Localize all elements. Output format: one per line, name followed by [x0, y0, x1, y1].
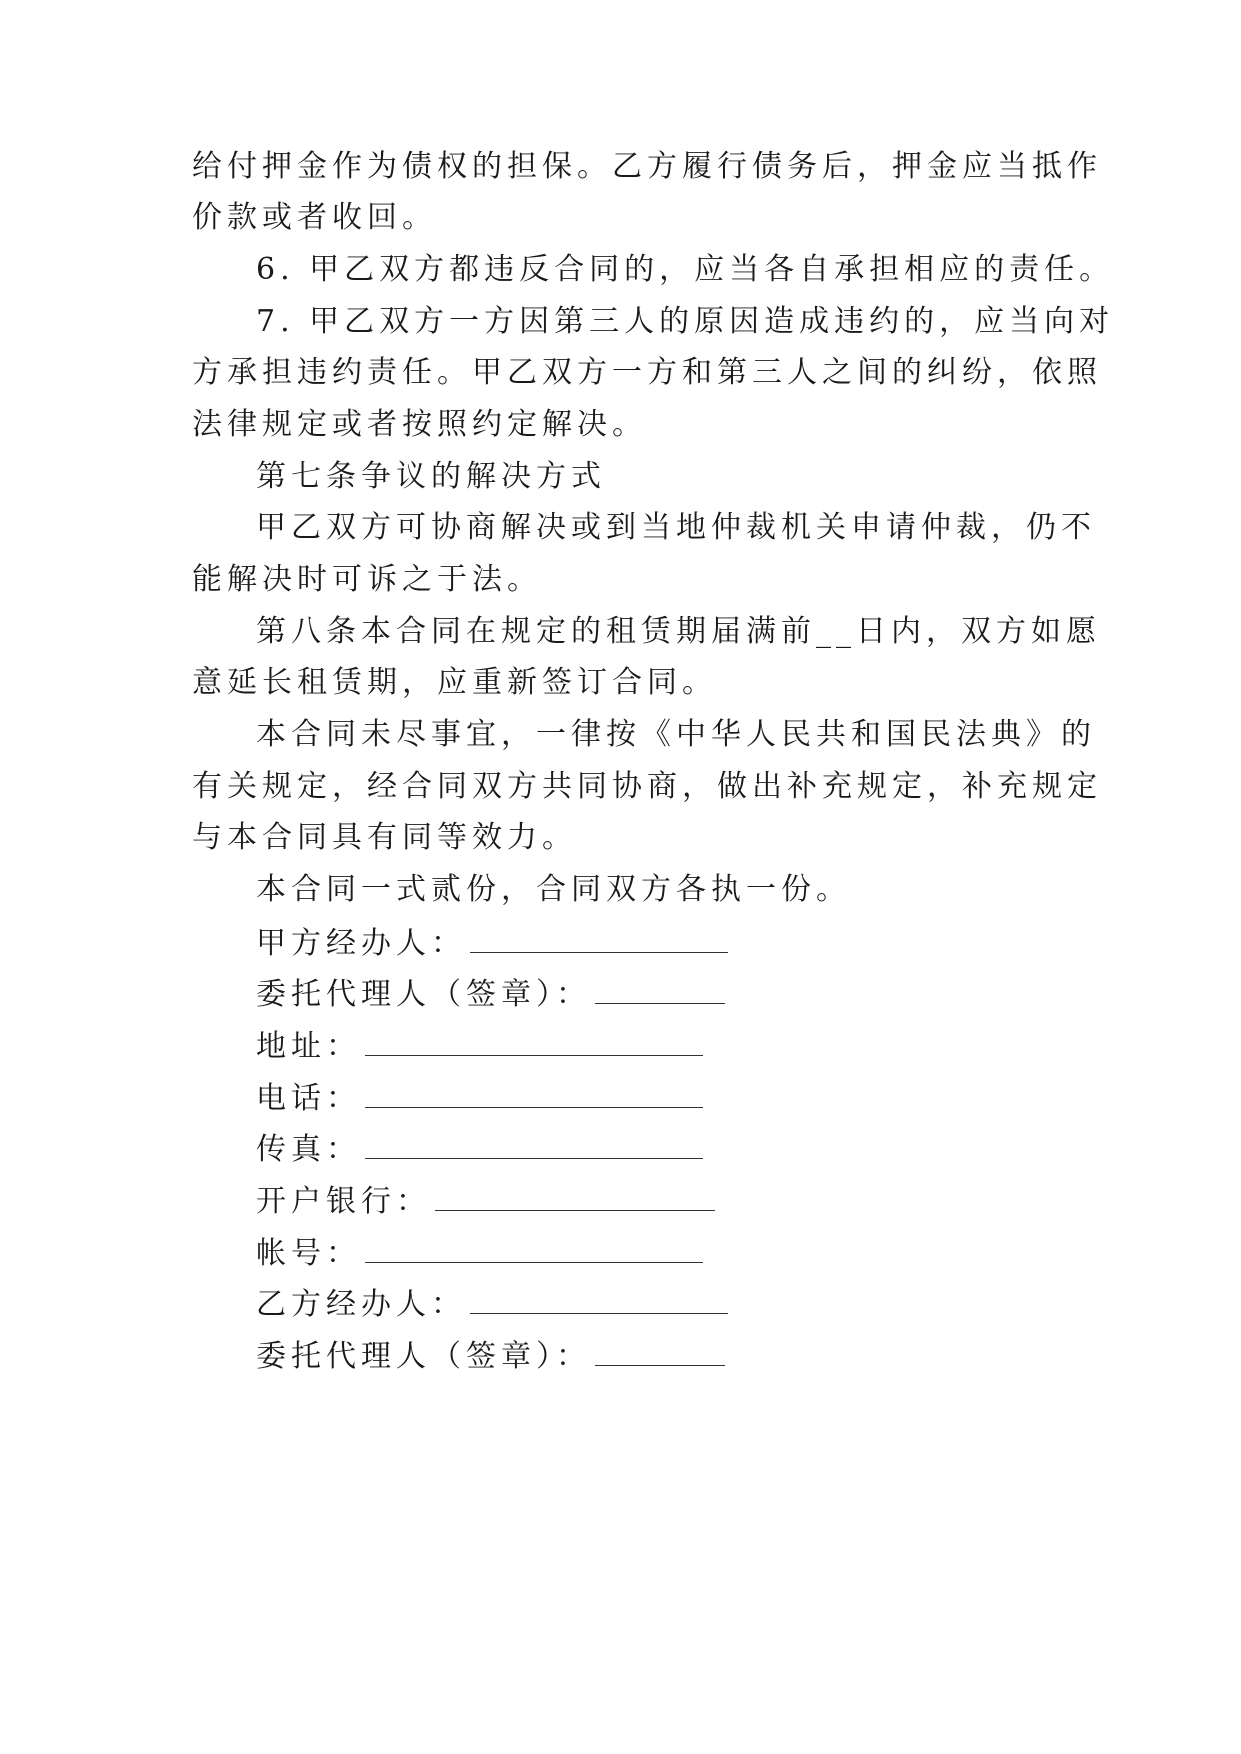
- paragraph-line: 本合同一式贰份，合同双方各执一份。: [256, 872, 851, 907]
- paragraph-line: 有关规定，经合同双方共同协商，做出补充规定，补充规定: [192, 769, 1102, 804]
- field-label: 委托代理人（签章）：: [256, 977, 591, 1012]
- signature-blank[interactable]: [595, 1335, 725, 1366]
- signature-blank[interactable]: [365, 1232, 703, 1263]
- article-8: 第八条本合同在规定的租赁期届满前__日内，双方如愿: [256, 614, 1101, 649]
- paragraph-line: 能解决时可诉之于法。: [192, 562, 542, 597]
- clause-6: 6. 甲乙双方都违反合同的，应当各自承担相应的责任。: [256, 252, 1115, 287]
- fax-field: [256, 1128, 703, 1168]
- field-label: 乙方经办人：: [256, 1287, 466, 1322]
- party-a-handler-field: [256, 922, 728, 962]
- paragraph-line: 意延长租赁期，应重新签订合同。: [192, 665, 717, 700]
- signature-blank[interactable]: [365, 1025, 703, 1056]
- field-label: 电话：: [256, 1081, 361, 1116]
- paragraph-line: 给付押金作为债权的担保。乙方履行债务后，押金应当抵作: [192, 149, 1102, 184]
- field-label: 传真：: [256, 1132, 361, 1167]
- signature-blank[interactable]: [595, 973, 725, 1004]
- field-label: 地址：: [256, 1029, 361, 1064]
- party-b-handler-field: [256, 1283, 728, 1323]
- phone-field: [256, 1077, 703, 1117]
- paragraph-line: 本合同未尽事宜，一律按《中华人民共和国民法典》的: [256, 717, 1096, 752]
- party-b-agent-field: [256, 1335, 725, 1375]
- field-label: 开户银行：: [256, 1184, 431, 1219]
- paragraph-line: 方承担违约责任。甲乙双方一方和第三人之间的纠纷，依照: [192, 355, 1102, 390]
- clause-7: 7. 甲乙双方一方因第三人的原因造成违约的，应当向对: [256, 304, 1115, 339]
- signature-blank[interactable]: [365, 1128, 703, 1159]
- field-label: 委托代理人（签章）：: [256, 1339, 591, 1374]
- paragraph-line: 法律规定或者按照约定解决。: [192, 407, 647, 442]
- address-field: [256, 1025, 703, 1065]
- signature-blank[interactable]: [470, 922, 728, 953]
- field-label: 甲方经办人：: [256, 926, 466, 961]
- signature-blank[interactable]: [435, 1180, 715, 1211]
- paragraph-line: 与本合同具有同等效力。: [192, 820, 577, 855]
- signature-blank[interactable]: [365, 1077, 703, 1108]
- field-label: 帐号：: [256, 1236, 361, 1271]
- paragraph-line: 价款或者收回。: [192, 200, 437, 235]
- account-field: [256, 1232, 703, 1272]
- paragraph-line: 甲乙双方可协商解决或到当地仲裁机关申请仲裁，仍不: [256, 510, 1096, 545]
- signature-blank[interactable]: [470, 1283, 728, 1314]
- bank-field: [256, 1180, 715, 1220]
- party-a-agent-field: [256, 973, 725, 1013]
- article-7-heading: 第七条争议的解决方式: [256, 459, 606, 494]
